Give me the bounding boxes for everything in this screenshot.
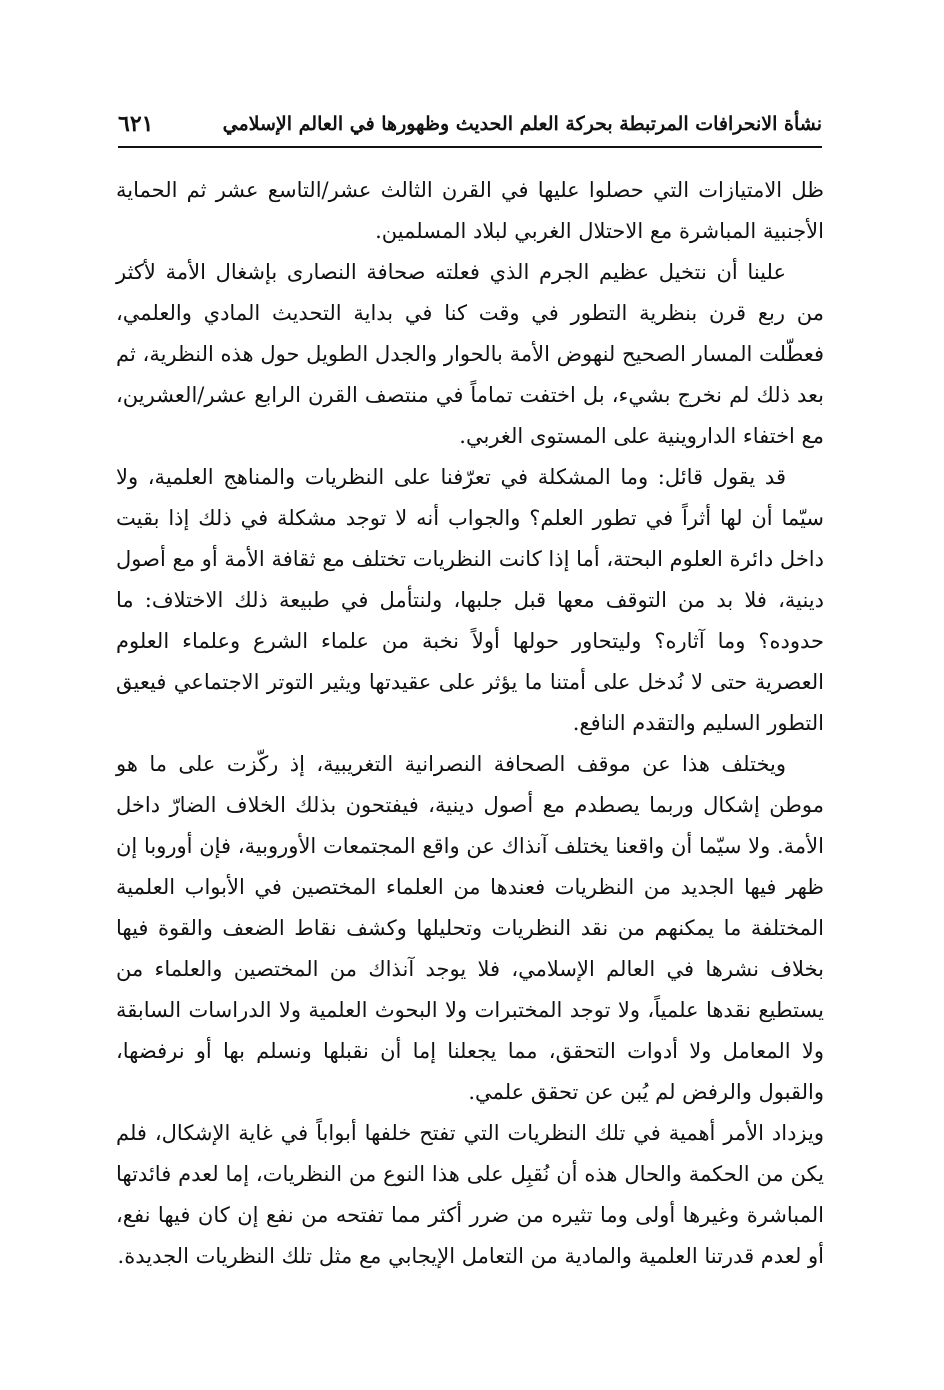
paragraph: قد يقول قائل: وما المشكلة في تعرّفنا على النظريات والمناهج العلمية، ولا سيّما أن لها أثراً في تطور العلم؟ والجواب أنه لا توجد مشكلة في ذلك إذا بقيت داخل دائرة العلوم البحتة، أما إذا كانت النظريات تختلف مع ثقافة الأمة أو مع أصول دينية، فلا بد من التوقف معها قبل جلبها، ولنتأمل في طبيعة ذلك الاختلاف: ما حدوده؟ وما آثاره؟ وليتحاور حولها أولاً نخبة من علماء الشرع وعلماء العلوم العصرية حتى لا نُدخل على أمتنا ما يؤثر على عقيدتها ويثير التوتر الاجتماعي فيعيق التطور السليم والتقدم النافع. — [116, 465, 824, 735]
page-number: ٦٢١ — [118, 111, 154, 137]
running-title: نشأة الانحرافات المرتبطة بحركة العلم الحديث وظهورها في العالم الإسلامي — [222, 113, 822, 135]
paragraph: علينا أن نتخيل عظيم الجرم الذي فعلته صحافة النصارى بإشغال الأمة لأكثر من ربع قرن بنظرية التطور في وقت كنا في بداية التحديث المادي والعلمي، فعطّلت المسار الصحيح لنهوض الأمة بالحوار والجدل الطويل حول هذه النظرية، ثم بعد ذلك لم نخرج بشيء، بل اختفت تماماً في منتصف القرن الرابع عشر/العشرين، مع اختفاء الداروينية على المستوى الغربي. — [116, 260, 824, 448]
paragraph: ظل الامتيازات التي حصلوا عليها في القرن الثالث عشر/التاسع عشر ثم الحماية الأجنبية المباشرة مع الاحتلال الغربي لبلاد المسلمين. — [116, 178, 824, 243]
paragraph: ويختلف هذا عن موقف الصحافة النصرانية التغريبية، إذ ركّزت على ما هو موطن إشكال وربما يصطدم مع أصول دينية، فيفتحون بذلك الخلاف الضارّ داخل الأمة. ولا سيّما أن واقعنا يختلف آنذاك عن واقع المجتمعات الأوروبية، فإن أوروبا إن ظهر فيها الجديد من النظريات فعندها من العلماء المختصين في الأبواب العلمية المختلفة ما يمكنهم من نقد النظريات وتحليلها وكشف نقاط الضعف والقوة فيها بخلاف نشرها في العالم الإسلامي، فلا يوجد آنذاك من المختصين والعلماء من يستطيع نقدها علمياً، ولا توجد المختبرات ولا البحوث العلمية ولا الدراسات السابقة ولا المعامل ولا أدوات التحقق، مما يجعلنا إما أن نقبلها ونسلم بها أو نرفضها، والقبول والرفض لم يُبن عن تحقق علمي. — [116, 752, 824, 1104]
body-text — [116, 170, 824, 1277]
paragraph: ويزداد الأمر أهمية في تلك النظريات التي تفتح خلفها أبواباً في غاية الإشكال، فلم يكن من الحكمة والحال هذه أن نُقبِل على هذا النوع من النظريات، إما لعدم فائدتها المباشرة وغيرها أولى وما تثيره من ضرر أكثر مما تفتحه من نفع إن كان فيها نفع، أو لعدم قدرتنا العلمية والمادية من التعامل الإيجابي مع مثل تلك النظريات الجديدة. — [116, 1121, 824, 1268]
page-header — [118, 102, 822, 148]
